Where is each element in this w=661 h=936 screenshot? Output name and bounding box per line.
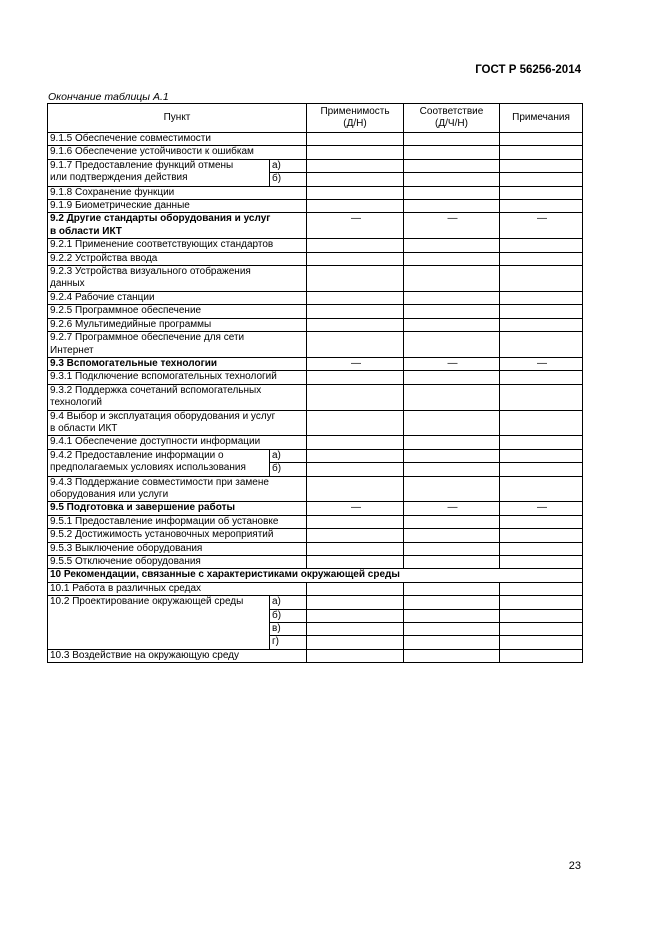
checklist-table: [47, 103, 583, 663]
table-row: [48, 542, 583, 555]
column-header-notes: Примечания: [500, 104, 583, 133]
table-row: [48, 436, 583, 449]
row-label: 9.3.1 Подключение вспомогательных технологий: [48, 371, 307, 384]
table-row: [48, 596, 583, 609]
sub-item-label: б): [270, 463, 307, 476]
row-label: 9.4 Выбор и эксплуатация оборудования и услуг в области ИКТ: [48, 410, 307, 436]
table-row: [48, 318, 583, 331]
row-label: 9.3.2 Поддержка сочетаний вспомогательных технологий: [48, 384, 307, 410]
dash-mark: —: [307, 357, 404, 370]
row-label: 9.2.4 Рабочие станции: [48, 291, 307, 304]
dash-mark: —: [307, 502, 404, 515]
sub-item-label: а): [270, 596, 307, 609]
row-label: 10.2 Проектирование окружающей среды: [48, 596, 270, 650]
row-label: 9.2.6 Мультимедийные программы: [48, 318, 307, 331]
row-label: 9.5.5 Отключение оборудования: [48, 556, 307, 569]
table-header-row: [48, 104, 583, 133]
section-row: [48, 502, 583, 515]
sub-item-label: б): [270, 609, 307, 622]
dash-mark: —: [500, 502, 583, 515]
row-label: 10.1 Работа в различных средах: [48, 582, 307, 595]
section-row: [48, 569, 583, 582]
table-row: [48, 649, 583, 662]
dash-mark: —: [500, 213, 583, 239]
row-label: 9.2.1 Применение соответствующих стандартов: [48, 239, 307, 252]
section-label: 10 Рекомендации, связанные с характеристиками окружающей среды: [48, 569, 583, 582]
table-row: [48, 410, 583, 436]
table-row: [48, 239, 583, 252]
table-row: [48, 371, 583, 384]
row-label: 9.1.8 Сохранение функции: [48, 186, 307, 199]
dash-mark: —: [404, 357, 500, 370]
row-label: 9.1.5 Обеспечение совместимости: [48, 133, 307, 146]
dash-mark: —: [307, 213, 404, 239]
row-label: 10.3 Воздействие на окружающую среду: [48, 649, 307, 662]
row-label: 9.2.2 Устройства ввода: [48, 252, 307, 265]
table-row: [48, 159, 583, 172]
sub-item-label: а): [270, 449, 307, 462]
table-row: [48, 146, 583, 159]
table-row: [48, 266, 583, 292]
table-row: [48, 252, 583, 265]
table-row: [48, 582, 583, 595]
dash-mark: —: [404, 502, 500, 515]
page-number: 23: [568, 860, 581, 872]
row-label: 9.2.7 Программное обеспечение для сети Интернет: [48, 332, 307, 358]
document-code: ГОСТ Р 56256-2014: [475, 64, 581, 76]
section-row: [48, 357, 583, 370]
sub-item-label: б): [270, 173, 307, 186]
row-label: 9.1.9 Биометрические данные: [48, 200, 307, 213]
table-row: [48, 515, 583, 528]
table-row: [48, 200, 583, 213]
table-row: [48, 305, 583, 318]
sub-item-label: а): [270, 159, 307, 172]
row-label: 9.2.3 Устройства визуального отображения данных: [48, 266, 307, 292]
row-label: 9.4.1 Обеспечение доступности информации: [48, 436, 307, 449]
section-label: 9.5 Подготовка и завершение работы: [48, 502, 307, 515]
dash-mark: —: [404, 213, 500, 239]
table-row: [48, 332, 583, 358]
table-row: [48, 476, 583, 502]
table-row: [48, 186, 583, 199]
sub-item-label: г): [270, 636, 307, 649]
row-label: 9.5.2 Достижимость установочных мероприятий: [48, 529, 307, 542]
section-label: 9.3 Вспомогательные технологии: [48, 357, 307, 370]
column-header-compliance: Соответствие (Д/Ч/Н): [404, 104, 500, 133]
sub-item-label: в): [270, 623, 307, 636]
table-caption: Окончание таблицы А.1: [48, 91, 169, 103]
column-header-applicability: Применимость (Д/Н): [307, 104, 404, 133]
table-row: [48, 449, 583, 462]
dash-mark: —: [500, 357, 583, 370]
table-row: [48, 556, 583, 569]
table-row: [48, 291, 583, 304]
row-label: 9.1.7 Предоставление функций отмены или подтверждения действия: [48, 159, 270, 186]
table-row: [48, 529, 583, 542]
table-row: [48, 133, 583, 146]
row-label: 9.5.3 Выключение оборудования: [48, 542, 307, 555]
row-label: 9.4.3 Поддержание совместимости при замене оборудования или услуги: [48, 476, 307, 502]
column-header-item: Пункт: [48, 104, 307, 133]
row-label: 9.5.1 Предоставление информации об установке: [48, 515, 307, 528]
row-label: 9.1.6 Обеспечение устойчивости к ошибкам: [48, 146, 307, 159]
section-label: 9.2 Другие стандарты оборудования и услуг в области ИКТ: [48, 213, 307, 239]
row-label: 9.2.5 Программное обеспечение: [48, 305, 307, 318]
section-row: [48, 213, 583, 239]
table-row: [48, 384, 583, 410]
row-label: 9.4.2 Предоставление информации о предполагаемых условиях использования: [48, 449, 270, 476]
